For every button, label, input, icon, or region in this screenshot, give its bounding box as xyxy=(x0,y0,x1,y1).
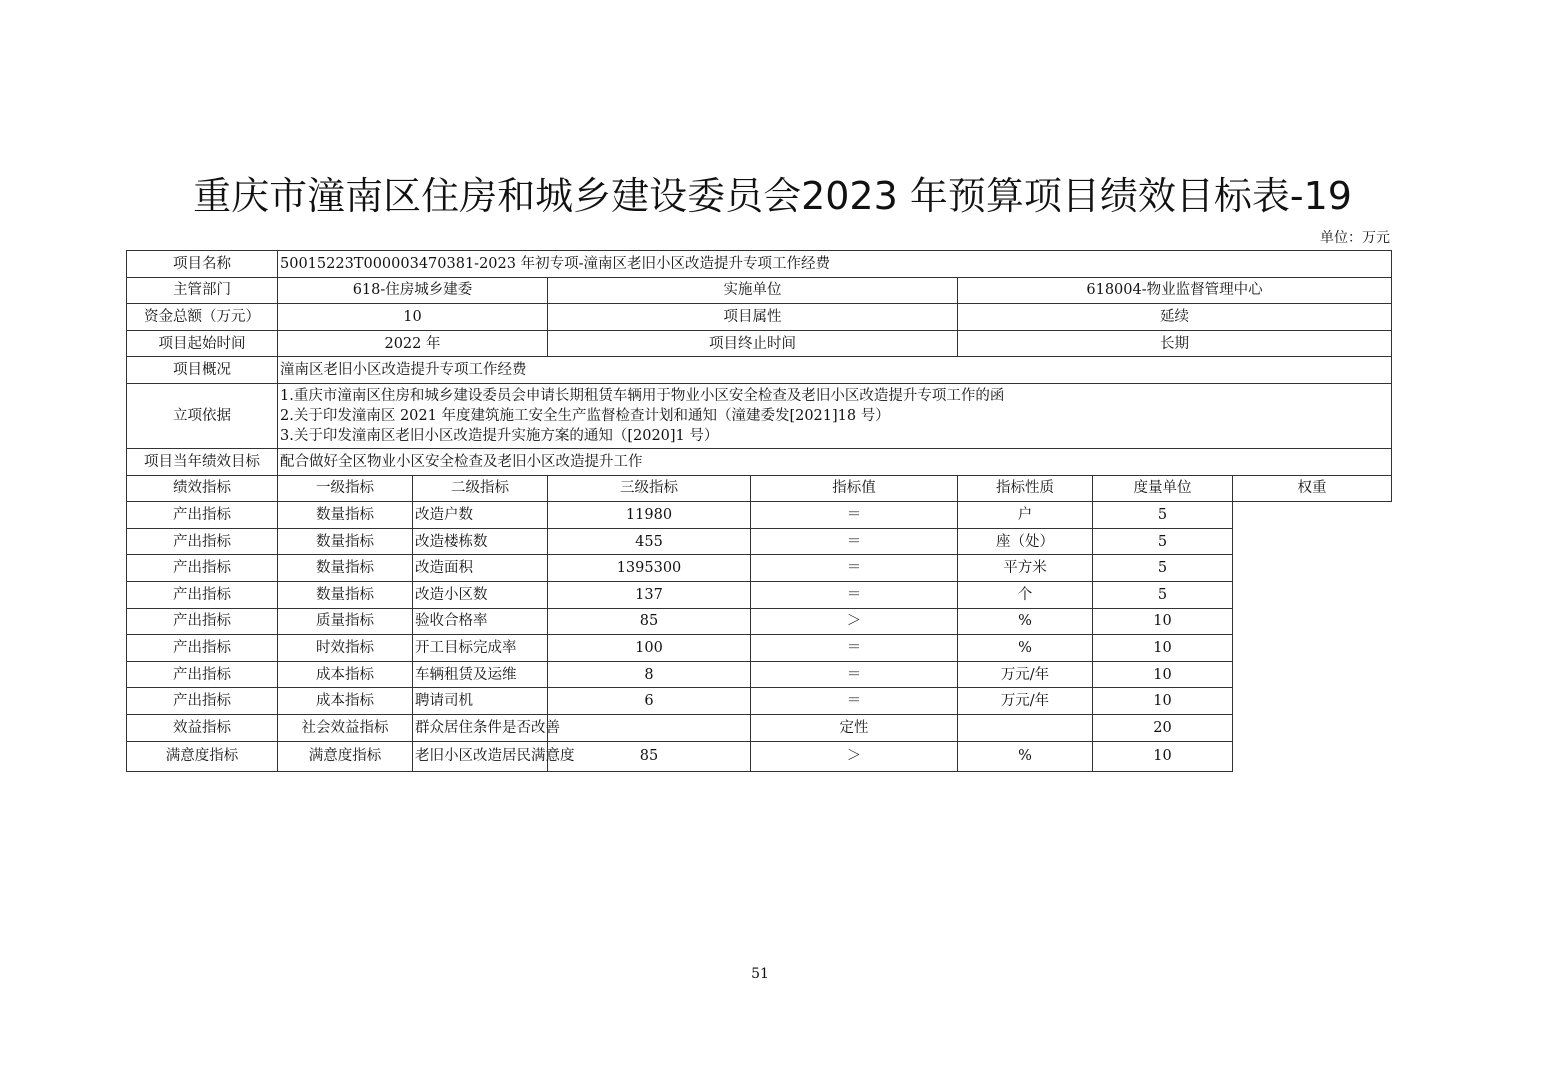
start-label: 项目起始时间 xyxy=(127,330,278,357)
indicator-row xyxy=(127,714,1392,741)
row-basis xyxy=(127,383,1392,448)
indicator-value-cell: 455 xyxy=(548,528,751,555)
indicator-row xyxy=(127,555,1392,582)
page-title: 重庆市潼南区住房和城乡建设委员会2023 年预算项目绩效目标表-19 xyxy=(193,174,1352,218)
unit-label: 单位：万元 xyxy=(1320,230,1390,246)
header-level2: 二级指标 xyxy=(413,475,548,502)
indicator-level3-cell: 改造户数 xyxy=(413,502,548,529)
indicator-level3-cell: 改造楼栋数 xyxy=(413,528,548,555)
indicator-value-cell: 137 xyxy=(548,581,751,608)
indicator-nature-cell: ＝ xyxy=(751,581,958,608)
indicator-unit-cell: 万元/年 xyxy=(958,688,1093,715)
indicator-level3-cell: 改造面积 xyxy=(413,555,548,582)
row-project-name xyxy=(127,251,1392,278)
indicator-level1-cell: 满意度指标 xyxy=(127,741,278,771)
indicator-nature-cell: ＝ xyxy=(751,661,958,688)
indicator-level2-cell: 时效指标 xyxy=(278,635,413,662)
indicator-level1-cell: 产出指标 xyxy=(127,608,278,635)
header-nature: 指标性质 xyxy=(958,475,1093,502)
performance-table xyxy=(126,250,1392,772)
indicator-weight-cell: 10 xyxy=(1093,635,1233,662)
indicator-level1-cell: 产出指标 xyxy=(127,661,278,688)
indicator-weight-cell: 5 xyxy=(1093,502,1233,529)
indicator-weight-cell: 10 xyxy=(1093,608,1233,635)
indicator-level1-cell: 效益指标 xyxy=(127,714,278,741)
row-fund xyxy=(127,304,1392,331)
indicator-unit-cell xyxy=(958,714,1093,741)
indicator-row xyxy=(127,661,1392,688)
indicator-level1-cell: 产出指标 xyxy=(127,502,278,529)
indicator-weight-cell: 10 xyxy=(1093,661,1233,688)
indicator-level1-cell: 产出指标 xyxy=(127,635,278,662)
indicator-unit-cell: 万元/年 xyxy=(958,661,1093,688)
indicator-level3-cell: 验收合格率 xyxy=(413,608,548,635)
indicator-unit-cell: % xyxy=(958,635,1093,662)
indicator-weight-cell: 5 xyxy=(1093,581,1233,608)
indicator-nature-cell: ＞ xyxy=(751,608,958,635)
goal-value: 配合做好全区物业小区安全检查及老旧小区改造提升工作 xyxy=(278,448,1392,475)
indicator-level2-cell: 数量指标 xyxy=(278,502,413,529)
indicator-weight-cell: 5 xyxy=(1093,528,1233,555)
indicator-level1-cell: 产出指标 xyxy=(127,528,278,555)
header-level1: 一级指标 xyxy=(278,475,413,502)
row-dept xyxy=(127,277,1392,304)
indicator-value-cell: 100 xyxy=(548,635,751,662)
indicator-level3-cell: 聘请司机 xyxy=(413,688,548,715)
indicator-weight-cell: 20 xyxy=(1093,714,1233,741)
attr-label: 项目属性 xyxy=(548,304,958,331)
indicator-unit-cell: % xyxy=(958,741,1093,771)
indicator-row xyxy=(127,635,1392,662)
indicator-value-cell: 85 xyxy=(548,608,751,635)
header-unit: 度量单位 xyxy=(1093,475,1233,502)
indicator-unit-cell: % xyxy=(958,608,1093,635)
dept-value: 618-住房城乡建委 xyxy=(278,277,548,304)
indicator-value-cell: 8 xyxy=(548,661,751,688)
indicator-weight-cell: 10 xyxy=(1093,741,1233,771)
indicator-level1-cell: 产出指标 xyxy=(127,555,278,582)
indicator-value-cell: 1395300 xyxy=(548,555,751,582)
indicator-level3-cell: 群众居住条件是否改善 xyxy=(413,714,548,741)
header-weight: 权重 xyxy=(1233,475,1392,502)
indicator-level2-cell: 成本指标 xyxy=(278,688,413,715)
indicator-weight-cell: 5 xyxy=(1093,555,1233,582)
basis-item: 3.关于印发潼南区老旧小区改造提升实施方案的通知（[2020]1 号） xyxy=(280,427,719,444)
impl-label: 实施单位 xyxy=(548,277,958,304)
row-goal xyxy=(127,448,1392,475)
indicator-weight-cell: 10 xyxy=(1093,688,1233,715)
indicator-header-row xyxy=(127,475,1392,502)
header-level3: 三级指标 xyxy=(548,475,751,502)
end-value: 长期 xyxy=(958,330,1392,357)
dept-label: 主管部门 xyxy=(127,277,278,304)
indicator-level2-cell: 成本指标 xyxy=(278,661,413,688)
indicator-nature-cell: ＞ xyxy=(751,741,958,771)
indicator-row xyxy=(127,581,1392,608)
page-number: 51 xyxy=(751,966,769,982)
indicator-value-cell xyxy=(548,714,751,741)
project-name-value: 50015223T000003470381-2023 年初专项-潼南区老旧小区改造提升专项工作经费 xyxy=(278,251,1392,278)
indicator-level2-cell: 满意度指标 xyxy=(278,741,413,771)
indicator-value-cell: 6 xyxy=(548,688,751,715)
indicator-row xyxy=(127,502,1392,529)
row-time xyxy=(127,330,1392,357)
goal-label: 项目当年绩效目标 xyxy=(127,448,278,475)
indicator-unit-cell: 户 xyxy=(958,502,1093,529)
indicator-row xyxy=(127,608,1392,635)
indicators-section-label: 绩效指标 xyxy=(127,475,278,502)
indicator-nature-cell: ＝ xyxy=(751,528,958,555)
fund-label: 资金总额（万元） xyxy=(127,304,278,331)
end-label: 项目终止时间 xyxy=(548,330,958,357)
indicator-level3-cell: 开工目标完成率 xyxy=(413,635,548,662)
indicator-nature-cell: ＝ xyxy=(751,635,958,662)
indicator-unit-cell: 平方米 xyxy=(958,555,1093,582)
impl-value: 618004-物业监督管理中心 xyxy=(958,277,1392,304)
indicator-unit-cell: 座（处） xyxy=(958,528,1093,555)
indicator-level3-cell: 改造小区数 xyxy=(413,581,548,608)
indicator-level3-cell: 老旧小区改造居民满意度 xyxy=(413,741,548,771)
indicator-level2-cell: 数量指标 xyxy=(278,528,413,555)
indicator-nature-cell: ＝ xyxy=(751,555,958,582)
indicator-level1-cell: 产出指标 xyxy=(127,688,278,715)
indicator-row xyxy=(127,688,1392,715)
indicator-row xyxy=(127,741,1392,771)
indicator-value-cell: 11980 xyxy=(548,502,751,529)
indicator-level1-cell: 产出指标 xyxy=(127,581,278,608)
basis-label: 立项依据 xyxy=(127,383,278,448)
project-name-label: 项目名称 xyxy=(127,251,278,278)
indicator-nature-cell: 定性 xyxy=(751,714,958,741)
indicator-unit-cell: 个 xyxy=(958,581,1093,608)
basis-item: 1.重庆市潼南区住房和城乡建设委员会申请长期租赁车辆用于物业小区安全检查及老旧小区改造提升专项工作的函 xyxy=(280,387,1005,404)
row-overview xyxy=(127,357,1392,384)
indicator-level3-cell: 车辆租赁及运维 xyxy=(413,661,548,688)
overview-label: 项目概况 xyxy=(127,357,278,384)
indicator-level2-cell: 质量指标 xyxy=(278,608,413,635)
indicator-level2-cell: 数量指标 xyxy=(278,581,413,608)
overview-value: 潼南区老旧小区改造提升专项工作经费 xyxy=(278,357,1392,384)
indicator-level2-cell: 社会效益指标 xyxy=(278,714,413,741)
basis-item: 2.关于印发潼南区 2021 年度建筑施工安全生产监督检查计划和通知（潼建委发[2021]18 号） xyxy=(280,407,890,424)
attr-value: 延续 xyxy=(958,304,1392,331)
indicator-row xyxy=(127,528,1392,555)
start-value: 2022 年 xyxy=(278,330,548,357)
indicator-level2-cell: 数量指标 xyxy=(278,555,413,582)
indicator-nature-cell: ＝ xyxy=(751,502,958,529)
indicator-nature-cell: ＝ xyxy=(751,688,958,715)
fund-value: 10 xyxy=(278,304,548,331)
basis-value xyxy=(278,383,1392,448)
indicator-value-cell: 85 xyxy=(548,741,751,771)
header-value: 指标值 xyxy=(751,475,958,502)
